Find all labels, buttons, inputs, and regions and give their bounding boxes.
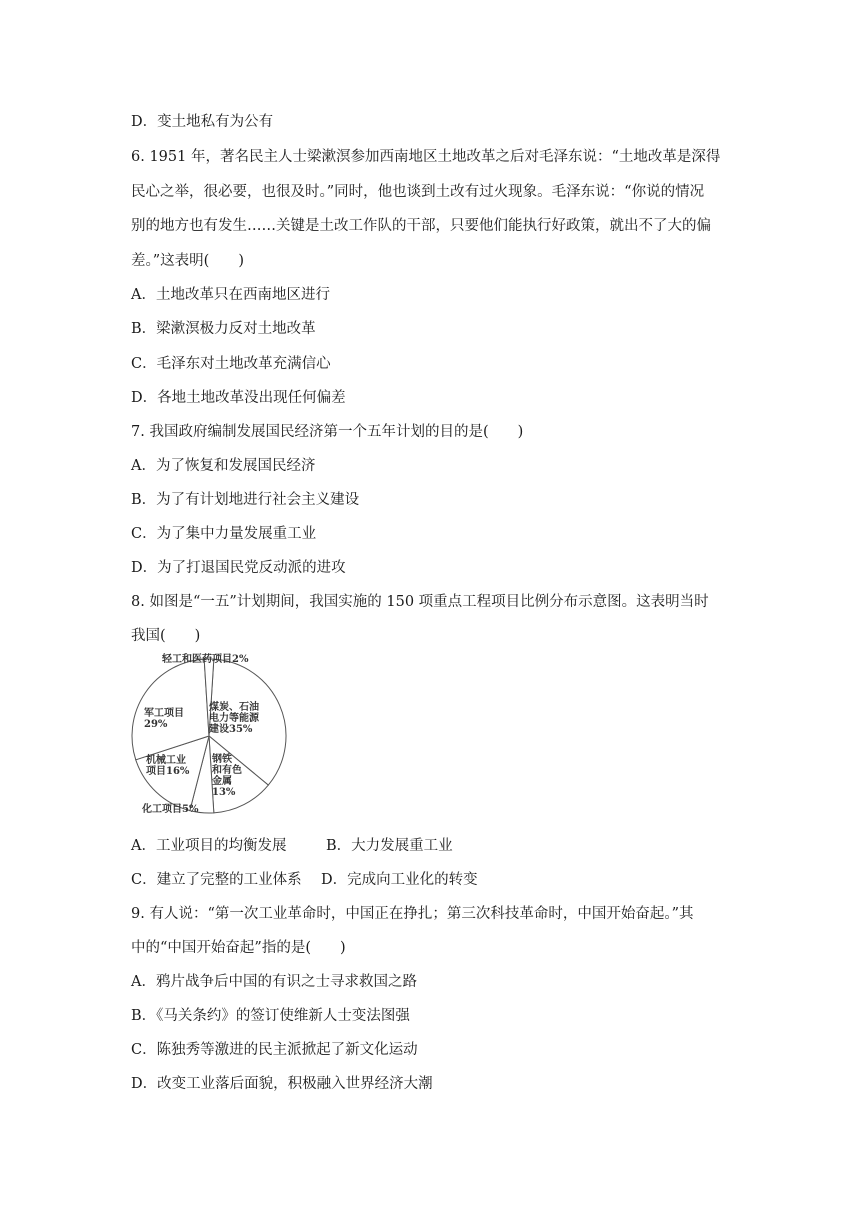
pie-slice-label: 轻工和医药项目2% — [162, 654, 249, 665]
pie-slice-label: 煤炭、石油电力等能源建设35% — [209, 702, 259, 735]
q6-stem-line-4: 差。”这表明( ) — [131, 253, 244, 269]
q9-option-b: B．《马关条约》的签订使维新人士变法图强 — [131, 1008, 410, 1024]
q6-option-a: A．土地改革只在西南地区进行 — [131, 287, 330, 303]
q9-stem-line-2: 中的“中国开始奋起”指的是( ) — [131, 940, 346, 956]
q8-option-c: C．建立了完整的工业体系 — [131, 872, 302, 888]
q9-option-d: D．改变工业落后面貌，积极融入世界经济大潮 — [131, 1076, 433, 1092]
q8-options-row-1 — [131, 836, 453, 856]
q7-option-b: B．为了有计划地进行社会主义建设 — [131, 492, 360, 508]
pie-slice-label: 机械工业项目16% — [146, 755, 190, 777]
q8-stem-line-2: 我国( ) — [131, 628, 201, 644]
pie-slice-label: 化工项目5% — [142, 804, 199, 815]
pie-slice-label: 钢铁和有色金属 13% — [212, 754, 242, 798]
q7-option-c: C．为了集中力量发展重工业 — [131, 526, 317, 542]
q9-stem-line-1: 9. 有人说：“第一次工业革命时，中国正在挣扎；第三次科技革命时，中国开始奋起。”其 — [131, 906, 694, 922]
q6-option-d: D．各地土地改革没出现任何偏差 — [131, 390, 346, 406]
q5-option-d: D．变土地私有为公有 — [131, 114, 274, 130]
q6-stem-line-2: 民心之举，很必要，也很及时。”同时，他也谈到土改有过火现象。毛泽东说：“你说的情况 — [131, 184, 705, 200]
pie-slice-label: 军工项目 29% — [144, 708, 184, 730]
q6-option-b: B．梁漱溟极力反对土地改革 — [131, 321, 316, 337]
pie-chart-svg — [124, 650, 294, 820]
q8-options-row-2 — [131, 870, 478, 890]
q9-option-a: A．鸦片战争后中国的有识之士寻求救国之路 — [131, 974, 417, 990]
q7-option-a: A．为了恢复和发展国民经济 — [131, 458, 316, 474]
q8-option-b: B．大力发展重工业 — [326, 838, 453, 854]
q8-option-a: A．工业项目的均衡发展 — [131, 838, 287, 854]
q9-option-c: C．陈独秀等激进的民主派掀起了新文化运动 — [131, 1042, 418, 1058]
q8-option-d: D．完成向工业化的转变 — [321, 872, 478, 888]
q6-stem-line-1: 6. 1951 年，著名民主人士梁漱溟参加西南地区土地改革之后对毛泽东说：“土地改革是深得 — [131, 149, 721, 165]
q6-stem-line-3: 别的地方也有发生……关键是土改工作队的干部，只要他们能执行好政策，就出不了大的偏 — [131, 218, 711, 234]
q7-stem: 7. 我国政府编制发展国民经济第一个五年计划的目的是( ) — [131, 424, 524, 440]
q8-stem-line-1: 8. 如图是“一五”计划期间，我国实施的 150 项重点工程项目比例分布示意图。这表明当时 — [131, 594, 709, 610]
q7-option-d: D．为了打退国民党反动派的进攻 — [131, 560, 346, 576]
q6-option-c: C．毛泽东对土地改革充满信心 — [131, 356, 331, 372]
pie-chart — [124, 650, 294, 820]
